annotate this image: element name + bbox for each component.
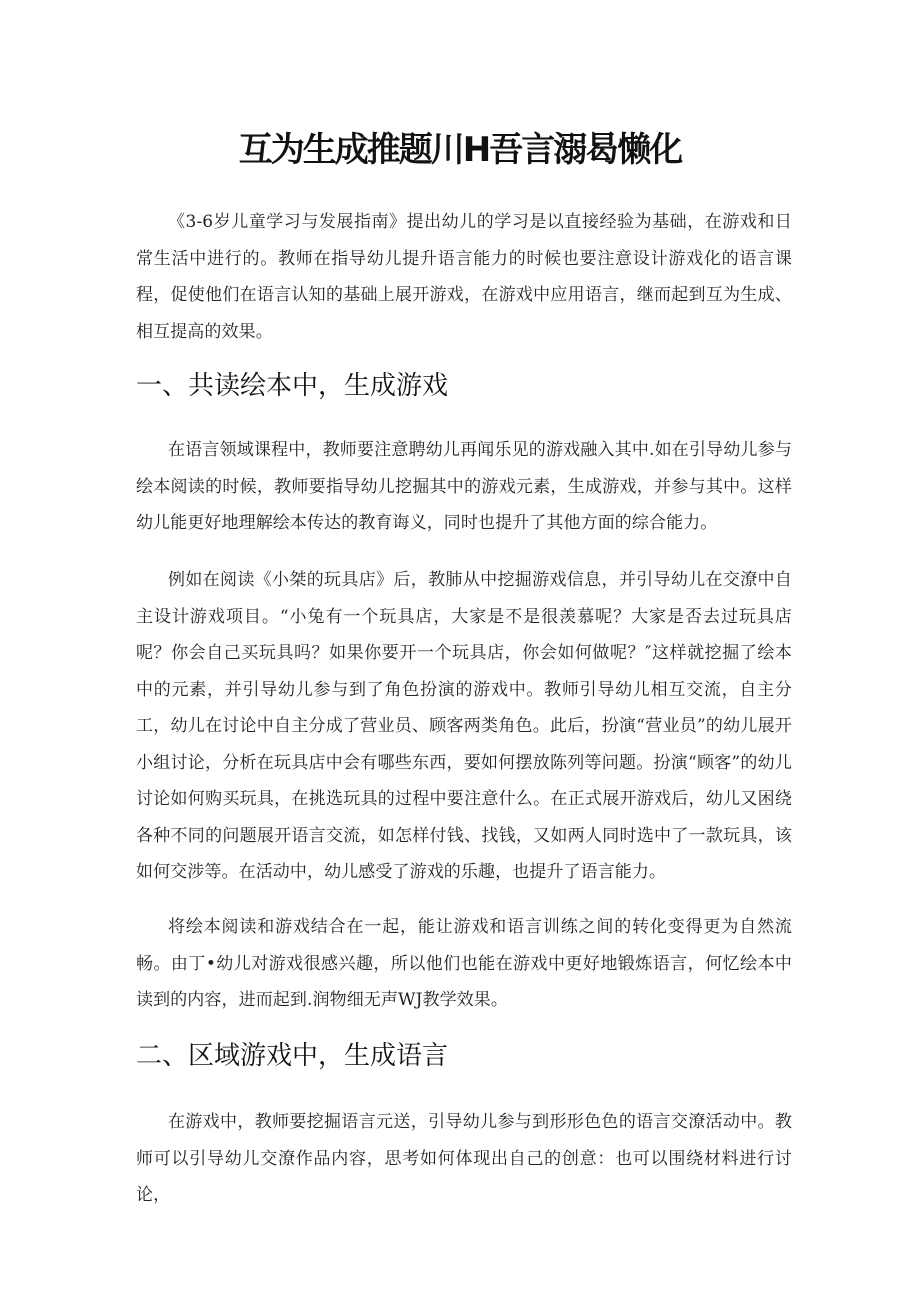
document-title: 互为生成推题川H吾言溺曷懒化	[238, 130, 682, 170]
section-heading-1: 一、共读绘本中，生成游戏	[136, 371, 449, 401]
body-paragraph: 例如在阅读《小桀的玩具店》后，教肺从中挖掘游戏信息，并引导幼儿在交潦中自主设计游戏项目。“小兔有一个玩具店，大家是不是很羡慕呢？大家是否去过玩具店呢？你会自己买玩具吗？如果你要开一个玩具店，你会如何做呢？″这样就挖掘了绘本中的元素，并引导幼儿参与到了角色扮演的游戏中。教师引导幼儿相互交流，自主分工，幼儿在讨论中自主分成了营业员、顾客两类角色。此后，扮演“营业员”的幼儿展开小组讨论，分析在玩具店中会有哪些东西，要如何摆放陈列等问题。扮演“顾客”的幼儿讨论如何购买玩具，在挑选玩具的过程中要注意什么。在正式展开游戏后，幼儿又困绕各种不同的问题展开语言交流，如怎样付钱、找钱，又如两人同时选中了一款玩具，该如何交涉等。在活动中，幼儿感受了游戏的乐趣，也提升了语言能力。	[136, 570, 792, 882]
body-paragraph: 在语言领域课程中，教师要注意聘幼儿再闻乐见的游戏融入其中.如在引导幼儿参与绘本阅读的时候，教师要指导幼儿挖掘其中的游戏元素，生成游戏，并参与其中。这样幼儿能更好地理解绘本传达的教育诲义，同时也提升了其他方面的综合能力。	[136, 440, 792, 533]
body-paragraph: 将绘本阅读和游戏结合在一起，能让游戏和语言训练之间的转化变得更为自然流畅。由丁•幼儿对游戏很感兴趣，所以他们也能在游戏中更好地锻炼语言，何忆绘本中读到的内容，进而起到.润物细无声WJ教学效果。	[136, 917, 792, 1010]
intro-paragraph: 《3-6岁儿童学习与发展指南》提出幼儿的学习是以直接经验为基础，在游戏和日常生活中进行的。教师在指导幼儿提升语言能力的时候也要注意设计游戏化的语言课程，促使他们在语言认知的基础上展开游戏，在游戏中应用语言，继而起到互为生成、相互提高的效果。	[136, 212, 792, 342]
section-heading-2: 二、区域游戏中，生成语言	[136, 1041, 449, 1071]
body-paragraph: 在游戏中，教师要挖掘语言元送，引导幼儿参与到形形色色的语言交潦活动中。教师可以引导幼儿交潦作品内容，思考如何体现出自己的创意：也可以围绕材料进行讨论，	[136, 1112, 792, 1205]
